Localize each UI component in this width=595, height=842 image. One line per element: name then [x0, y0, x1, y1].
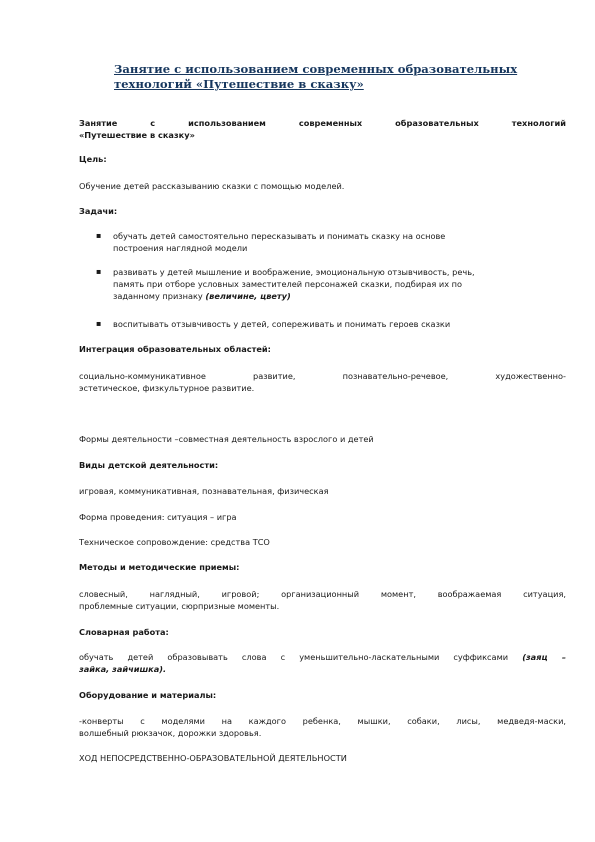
task-2-line-2: память при отборе условных заместителей персонажей сказки, подбирая их по [113, 279, 463, 289]
task-3: воспитывать отзывчивость у детей, сопереживать и понимать героев сказки [113, 319, 451, 329]
task-1-line-1: обучать детей самостоятельно пересказывать и понимать сказку на основе [113, 231, 446, 241]
methods-line-1: словесный, наглядный, игровой; организационный момент, воображаемая ситуация, [79, 589, 566, 599]
document-title [114, 62, 589, 92]
vocab-line-1-italic: (заяц – [522, 652, 566, 662]
vocab-line-1 [79, 651, 566, 663]
tasks-label: Задачи: [79, 206, 118, 216]
integration-label: Интеграция образовательных областей: [79, 344, 271, 354]
equipment-line-2: волшебный рюкзачок, дорожки здоровья. [79, 728, 262, 738]
equipment-text [79, 715, 566, 739]
bullet-icon: ▪ [96, 319, 102, 328]
subtitle-line-2: «Путешествие в сказку» [79, 130, 195, 140]
task-2-line-1: развивать у детей мышление и воображение, эмоциональную отзывчивость, речь, [113, 267, 475, 277]
vocab-text [79, 651, 566, 675]
bullet-icon: ▪ [96, 267, 102, 276]
subtitle [79, 117, 566, 141]
bullet-icon: ▪ [96, 231, 102, 240]
integration-line-1: социально-коммуникативное развитие, познавательно-речевое, художественно- [79, 371, 566, 381]
task-2-line-3-plain: заданному признаку [113, 291, 203, 301]
kinds-label: Виды детской деятельности: [79, 460, 219, 470]
goal-label: Цель: [79, 154, 107, 164]
equipment-line-1: -конверты с моделями на каждого ребенка, мышки, собаки, лисы, медведя-маски, [79, 716, 566, 726]
integration-text [79, 370, 566, 394]
integration-line-2: эстетическое, физкультурное развитие. [79, 383, 255, 393]
methods-line-2: проблемные ситуации, сюрпризные моменты. [79, 601, 280, 611]
methods-label: Методы и методические приемы: [79, 562, 240, 572]
vocab-label: Словарная работа: [79, 627, 169, 637]
subtitle-line-1: Занятие с использованием современных образовательных технологий [79, 118, 566, 128]
vocab-line-2 [79, 663, 566, 675]
title-line-1: Занятие с использованием современных образовательных [114, 62, 518, 76]
progress-heading: ХОД НЕПОСРЕДСТВЕННО-ОБРАЗОВАТЕЛЬНОЙ ДЕЯТЕЛЬНОСТИ [79, 753, 347, 763]
kinds-text: игровая, коммуникативная, познавательная, физическая [79, 486, 329, 496]
task-2-line-3-italic: (величине, цвету) [205, 291, 291, 301]
vocab-line-1-plain: обучать детей образовывать слова с уменьшительно-ласкательными суффиксами [79, 652, 509, 662]
forms-text: Формы деятельности –совместная деятельность взрослого и детей [79, 434, 374, 444]
form-conduct: Форма проведения: ситуация – игра [79, 512, 237, 522]
task-2-line-3 [113, 290, 563, 302]
tech-support: Техническое сопровождение: средства ТСО [79, 537, 270, 547]
task-1-line-2: построения наглядной модели [113, 243, 248, 253]
goal-text: Обучение детей рассказыванию сказки с помощью моделей. [79, 181, 345, 191]
equipment-label: Оборудование и материалы: [79, 690, 217, 700]
vocab-line-2-italic: зайка, зайчишка). [79, 664, 167, 674]
methods-text [79, 588, 566, 612]
title-line-2: технологий «Путешествие в сказку» [114, 77, 364, 91]
